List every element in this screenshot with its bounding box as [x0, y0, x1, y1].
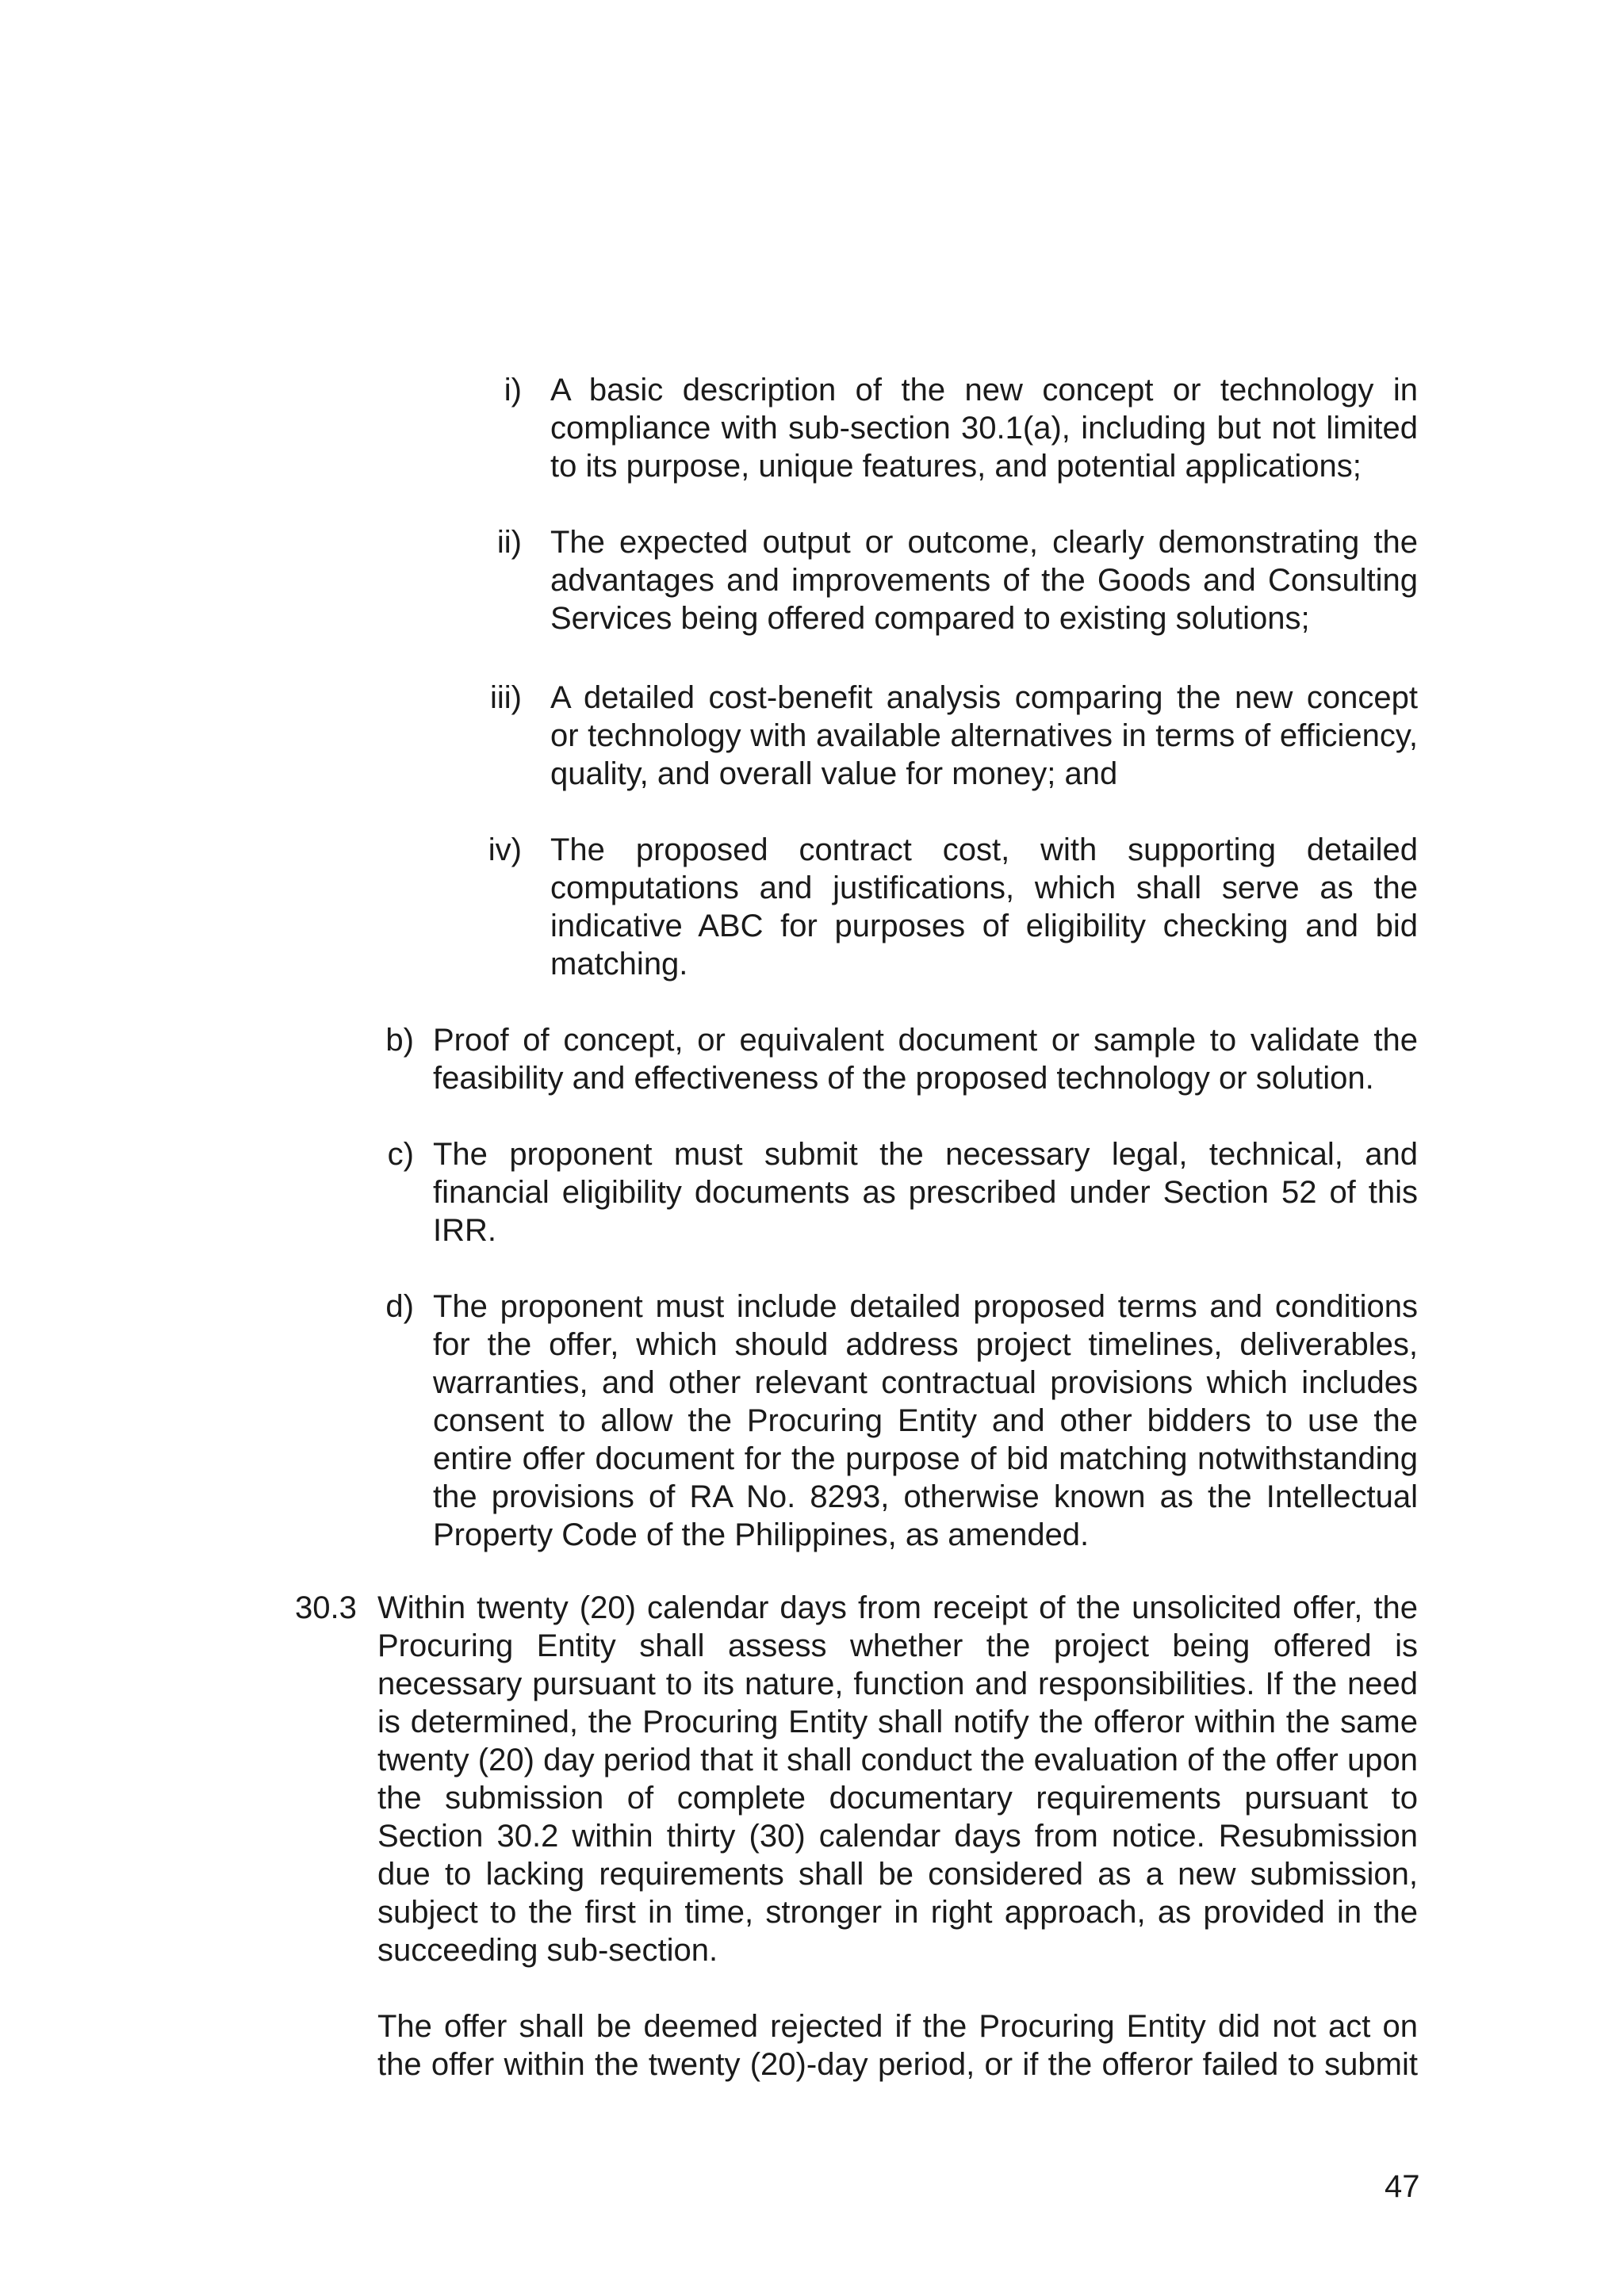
- closing-paragraph: [377, 2007, 1418, 2084]
- subitem-text: A basic description of the new concept or technology in compliance with sub-section 30.1(a), including but not limited to its purpose, unique features, and potential applications;: [550, 373, 1418, 484]
- subitem-text: The proposed contract cost, with supporting detailed computations and justifications, which shall serve as the indicative ABC for purposes of eligibility checking and bid matching.: [550, 832, 1418, 982]
- list-item-text: Proof of concept, or equivalent document or sample to validate the feasibility and effectiveness of the proposed technology or solution.: [433, 1023, 1418, 1096]
- subitem-i: [504, 371, 1418, 485]
- page-number: 47: [1385, 2169, 1420, 2204]
- list-item-text: The proponent must include detailed proposed terms and conditions for the offer, which should address project timelines, deliverables, warranties, and other relevant contractual provisions which includes consent to allow the Procuring Entity and other bidders to use the entire offer document for the purpose of bid matching notwithstanding the provisions of RA No. 8293, otherwise known as the Intellectual Property Code of the Philippines, as amended.: [433, 1289, 1418, 1552]
- list-item-c: [387, 1135, 1418, 1249]
- list-item-marker: d): [385, 1289, 414, 1324]
- list-item-text: The proponent must submit the necessary legal, technical, and financial eligibility documents as prescribed under Section 52 of this IRR.: [433, 1137, 1418, 1248]
- subitem-marker: iv): [488, 832, 522, 867]
- closing-paragraph-text: The offer shall be deemed rejected if the Procuring Entity did not act on the offer within the twenty (20)-day period, or if the offeror failed to submit: [377, 2009, 1418, 2082]
- section-number: 30.3: [295, 1590, 357, 1625]
- list-item-marker: c): [387, 1137, 414, 1172]
- section-30-3: [295, 1589, 1418, 1969]
- subitem-text: A detailed cost-benefit analysis comparing the new concept or technology with available alternatives in terms of efficiency, quality, and overall value for money; and: [550, 680, 1418, 791]
- subitem-ii: [496, 523, 1418, 637]
- list-item-marker: b): [385, 1023, 414, 1058]
- subitem-marker: ii): [496, 525, 522, 560]
- subitem-marker: i): [504, 373, 522, 408]
- subitem-iii: [490, 679, 1418, 793]
- section-text: Within twenty (20) calendar days from receipt of the unsolicited offer, the Procuring Entity shall assess whether the project being offered is necessary pursuant to its nature, function and responsibilities. If the need is determined, the Procuring Entity shall notify the offeror within the same twenty (20) day period that it shall conduct the evaluation of the offer upon the submission of complete documentary requirements pursuant to Section 30.2 within thirty (30) calendar days from notice. Resubmission due to lacking requirements shall be considered as a new submission, subject to the first in time, stronger in right approach, as provided in the succeeding sub-section.: [377, 1590, 1418, 1968]
- subitem-text: The expected output or outcome, clearly demonstrating the advantages and improvements of the Goods and Consulting Services being offered compared to existing solutions;: [550, 525, 1418, 636]
- subitem-marker: iii): [490, 680, 522, 715]
- list-item-b: [385, 1021, 1418, 1097]
- list-item-d: [385, 1288, 1418, 1554]
- subitem-iv: [488, 831, 1418, 983]
